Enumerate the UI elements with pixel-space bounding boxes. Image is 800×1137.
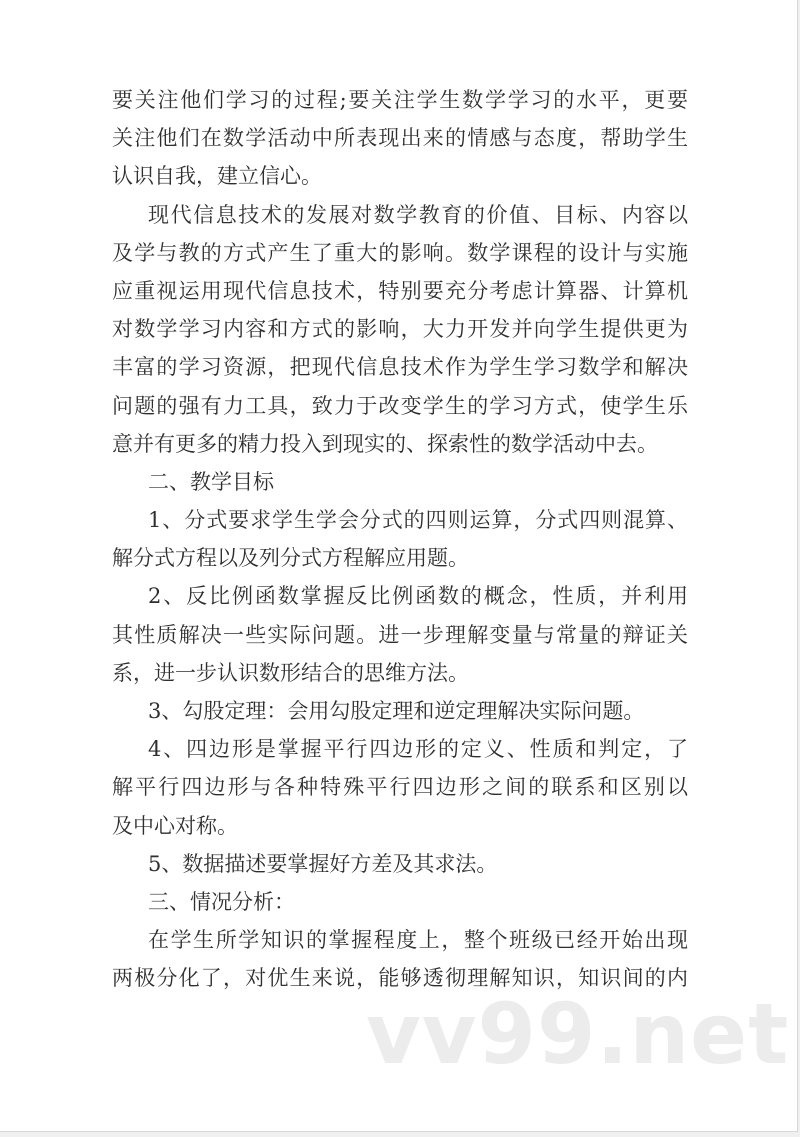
text-line: 关注他们在数学活动中所表现出来的情感与态度，帮助学生 <box>112 126 688 151</box>
text-line: 解平行四边形与各种特殊平行四边形之间的联系和区别以 <box>112 775 688 800</box>
text-line: 丰富的学习资源，把现代信息技术作为学生学习数学和解决 <box>112 355 688 380</box>
text-line: 应重视运用现代信息技术，特别要充分考虑计算器、计算机 <box>112 278 688 303</box>
text-line: 问题的强有力工具，致力于改变学生的学习方式，使学生乐 <box>112 393 688 418</box>
text-line: 认识自我，建立信心。 <box>112 164 322 189</box>
text-line: 其性质解决一些实际问题。进一步理解变量与常量的辩证关 <box>112 622 688 647</box>
document-body <box>112 81 688 998</box>
text-line: 4、四边形是掌握平行四边形的定义、性质和判定，了 <box>148 737 688 762</box>
text-line: 2、反比例函数掌握反比例函数的概念，性质，并利用 <box>148 584 688 609</box>
text-line: 对数学学习内容和方式的影响，大力开发并向学生提供更为 <box>112 317 688 342</box>
text-line: 两极分化了，对优生来说，能够透彻理解知识，知识间的内 <box>112 966 688 991</box>
watermark: vv99.net <box>366 985 790 1083</box>
text-line: 系，进一步认识数形结合的思维方法。 <box>112 660 469 685</box>
text-line: 三、情况分析： <box>148 889 295 914</box>
text-line: 要关注他们学习的过程;要关注学生数学学习的水平，更要 <box>112 88 688 112</box>
text-line: 意并有更多的精力投入到现实的、探索性的数学活动中去。 <box>112 431 658 456</box>
text-line: 及学与教的方式产生了重大的影响。数学课程的设计与实施 <box>112 240 688 265</box>
text-line: 在学生所学知识的掌握程度上，整个班级已经开始出现 <box>148 928 688 953</box>
text-line: 5、数据描述要掌握好方差及其求法。 <box>148 851 498 876</box>
text-line: 及中心对称。 <box>112 813 238 838</box>
text-line: 1、分式要求学生学会分式的四则运算，分式四则混算、 <box>148 508 688 533</box>
text-line: 二、教学目标 <box>148 469 274 494</box>
text-line: 解分式方程以及列分式方程解应用题。 <box>112 546 469 571</box>
text-line: 现代信息技术的发展对数学教育的价值、目标、内容以 <box>148 202 688 227</box>
text-line: 3、勾股定理：会用勾股定理和逆定理解决实际问题。 <box>148 699 645 723</box>
